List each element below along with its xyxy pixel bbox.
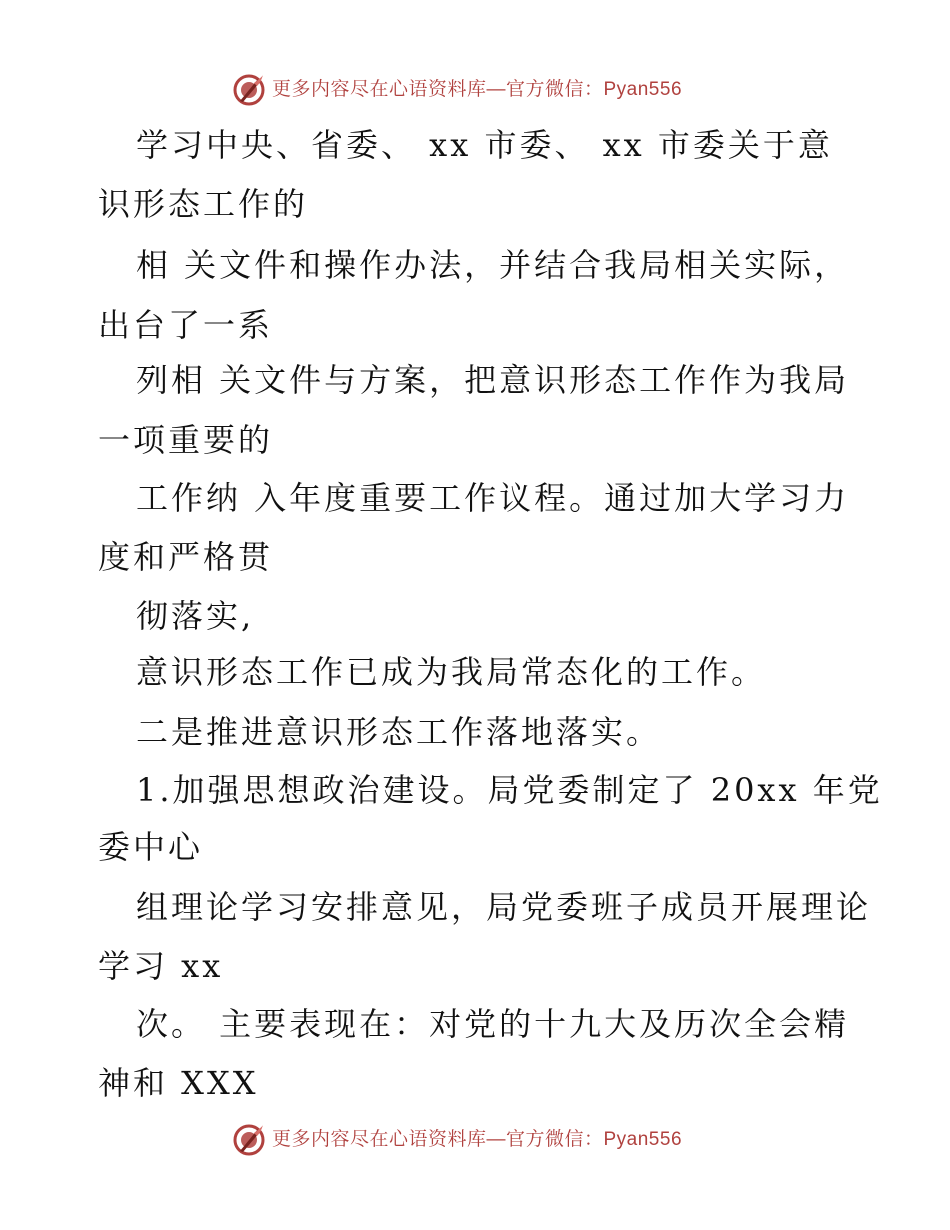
text-line: 委中心 bbox=[98, 828, 204, 866]
text-line: 一项重要的 bbox=[98, 421, 274, 459]
footer-watermark bbox=[0, 1120, 950, 1160]
text-line: 1.加强思想政治建设。局党委制定了 20xx 年党 bbox=[136, 771, 883, 809]
text-line: 神和 XXX bbox=[98, 1064, 259, 1102]
text-line: 列相 关文件与方案，把意识形态工作作为我局 bbox=[136, 361, 850, 399]
text-line: 度和严格贯 bbox=[98, 538, 274, 576]
text-line: 出台了一系 bbox=[98, 306, 274, 344]
text-line: 相 关文件和操作办法，并结合我局相关实际， bbox=[136, 246, 850, 284]
watermark-text: 更多内容尽在心语资料库—官方微信：Pyan556 bbox=[272, 79, 683, 100]
quill-seal-icon bbox=[232, 1123, 266, 1157]
text-line: 彻落实, bbox=[136, 597, 255, 635]
text-line: 次。 主要表现在：对党的十九大及历次全会精 bbox=[136, 1005, 850, 1043]
text-line: 组理论学习安排意见，局党委班子成员开展理论 bbox=[136, 888, 872, 926]
text-line: 意识形态工作已成为我局常态化的工作。 bbox=[136, 653, 767, 691]
text-line: 二是推进意识形态工作落地落实。 bbox=[136, 713, 662, 751]
text-line: 学习中央、省委、 xx 市委、 xx 市委关于意 bbox=[136, 126, 833, 164]
text-line: 工作纳 入年度重要工作议程。通过加大学习力 bbox=[136, 479, 850, 517]
text-line: 识形态工作的 bbox=[98, 185, 309, 223]
text-line: 学习 xx bbox=[98, 947, 224, 985]
watermark-text: 更多内容尽在心语资料库—官方微信：Pyan556 bbox=[272, 1129, 683, 1150]
